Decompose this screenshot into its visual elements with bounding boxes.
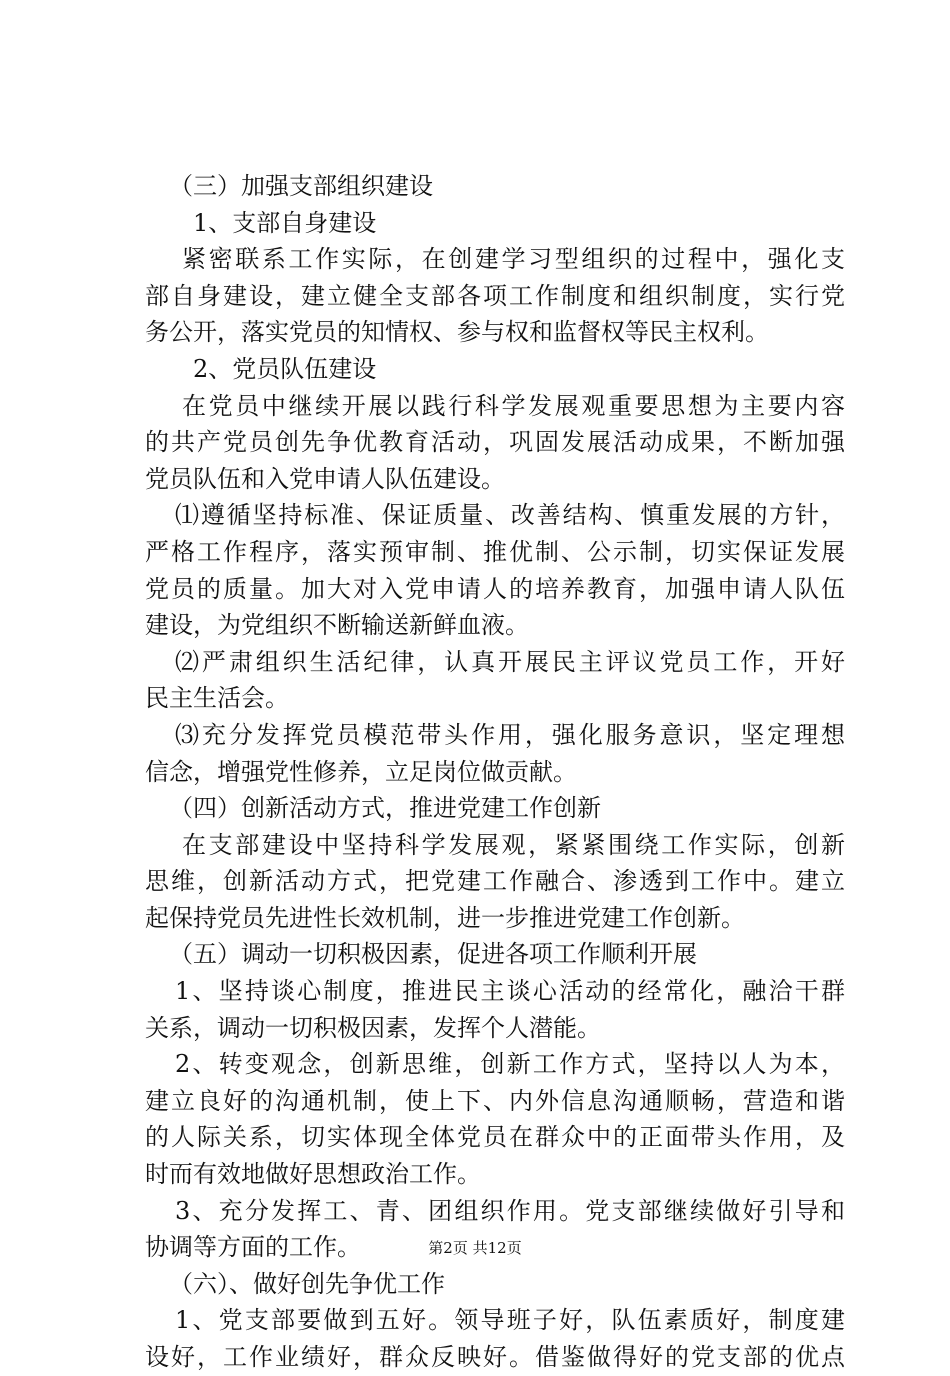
text-line: 3、充分发挥工、青、团组织作用。党支部继续做好引导和 xyxy=(175,1196,845,1225)
text-line: 党员队伍和入党申请人队伍建设。 xyxy=(145,464,505,493)
page-footer: 第2页 共12页 xyxy=(428,1239,522,1257)
text-line: 建设，为党组织不断输送新鲜血液。 xyxy=(145,611,529,640)
text-line: 务公开，落实党员的知情权、参与权和监督权等民主权利。 xyxy=(145,318,769,347)
text-line: 在支部建设中坚持科学发展观，紧紧围绕工作实际，创新 xyxy=(182,830,845,859)
text-line: ⑴遵循坚持标准、保证质量、改善结构、慎重发展的方针， xyxy=(175,501,845,530)
text-line: 党员的质量。加大对入党申请人的培养教育，加强申请人队伍 xyxy=(145,574,845,603)
text-line: 时而有效地做好思想政治工作。 xyxy=(145,1160,481,1189)
text-line: ⑵严肃组织生活纪律，认真开展民主评议党员工作，开好 xyxy=(175,647,845,676)
text-line: 建立良好的沟通机制，使上下、内外信息沟通顺畅，营造和谐 xyxy=(145,1086,845,1115)
text-line: 部自身建设，建立健全支部各项工作制度和组织制度，实行党 xyxy=(145,281,845,310)
text-line: 2、党员队伍建设 xyxy=(193,354,377,383)
text-line: 2、转变观念，创新思维，创新工作方式，坚持以人为本， xyxy=(175,1050,845,1079)
text-line: 紧密联系工作实际，在创建学习型组织的过程中，强化支 xyxy=(182,245,845,274)
text-line: 协调等方面的工作。 xyxy=(145,1233,361,1262)
text-line: （三）加强支部组织建设 xyxy=(169,172,433,200)
text-line: 1、党支部要做到五好。领导班子好，队伍素质好，制度建 xyxy=(175,1306,845,1335)
document-body xyxy=(145,168,845,1376)
text-line: 严格工作程序，落实预审制、推优制、公示制，切实保证发展 xyxy=(145,537,845,566)
text-line: ⑶充分发挥党员模范带头作用，强化服务意识，坚定理想 xyxy=(175,720,845,749)
text-line: 思维，创新活动方式，把党建工作融合、渗透到工作中。建立 xyxy=(145,867,845,896)
text-line: （五）调动一切积极因素，促进各项工作顺利开展 xyxy=(169,940,697,969)
text-line: 信念，增强党性修养，立足岗位做贡献。 xyxy=(145,757,577,786)
text-line: 在党员中继续开展以践行科学发展观重要思想为主要内容 xyxy=(182,391,845,420)
text-line: 1、支部自身建设 xyxy=(193,208,377,237)
text-line: 的人际关系，切实体现全体党员在群众中的正面带头作用，及 xyxy=(145,1123,845,1152)
text-line: 1、坚持谈心制度，推进民主谈心活动的经常化，融洽干群 xyxy=(175,977,845,1006)
text-line: 关系，调动一切积极因素，发挥个人潜能。 xyxy=(145,1013,601,1042)
text-line: 起保持党员先进性长效机制，进一步推进党建工作创新。 xyxy=(145,903,745,932)
text-line: 民主生活会。 xyxy=(145,684,289,713)
text-line: 的共产党员创先争优教育活动，巩固发展活动成果，不断加强 xyxy=(145,428,845,457)
text-line: （六）、做好创先争优工作 xyxy=(169,1269,445,1298)
text-line: （四）创新活动方式，推进党建工作创新 xyxy=(169,794,601,823)
text-line: 设好，工作业绩好，群众反映好。借鉴做得好的党支部的优点 xyxy=(145,1343,845,1371)
